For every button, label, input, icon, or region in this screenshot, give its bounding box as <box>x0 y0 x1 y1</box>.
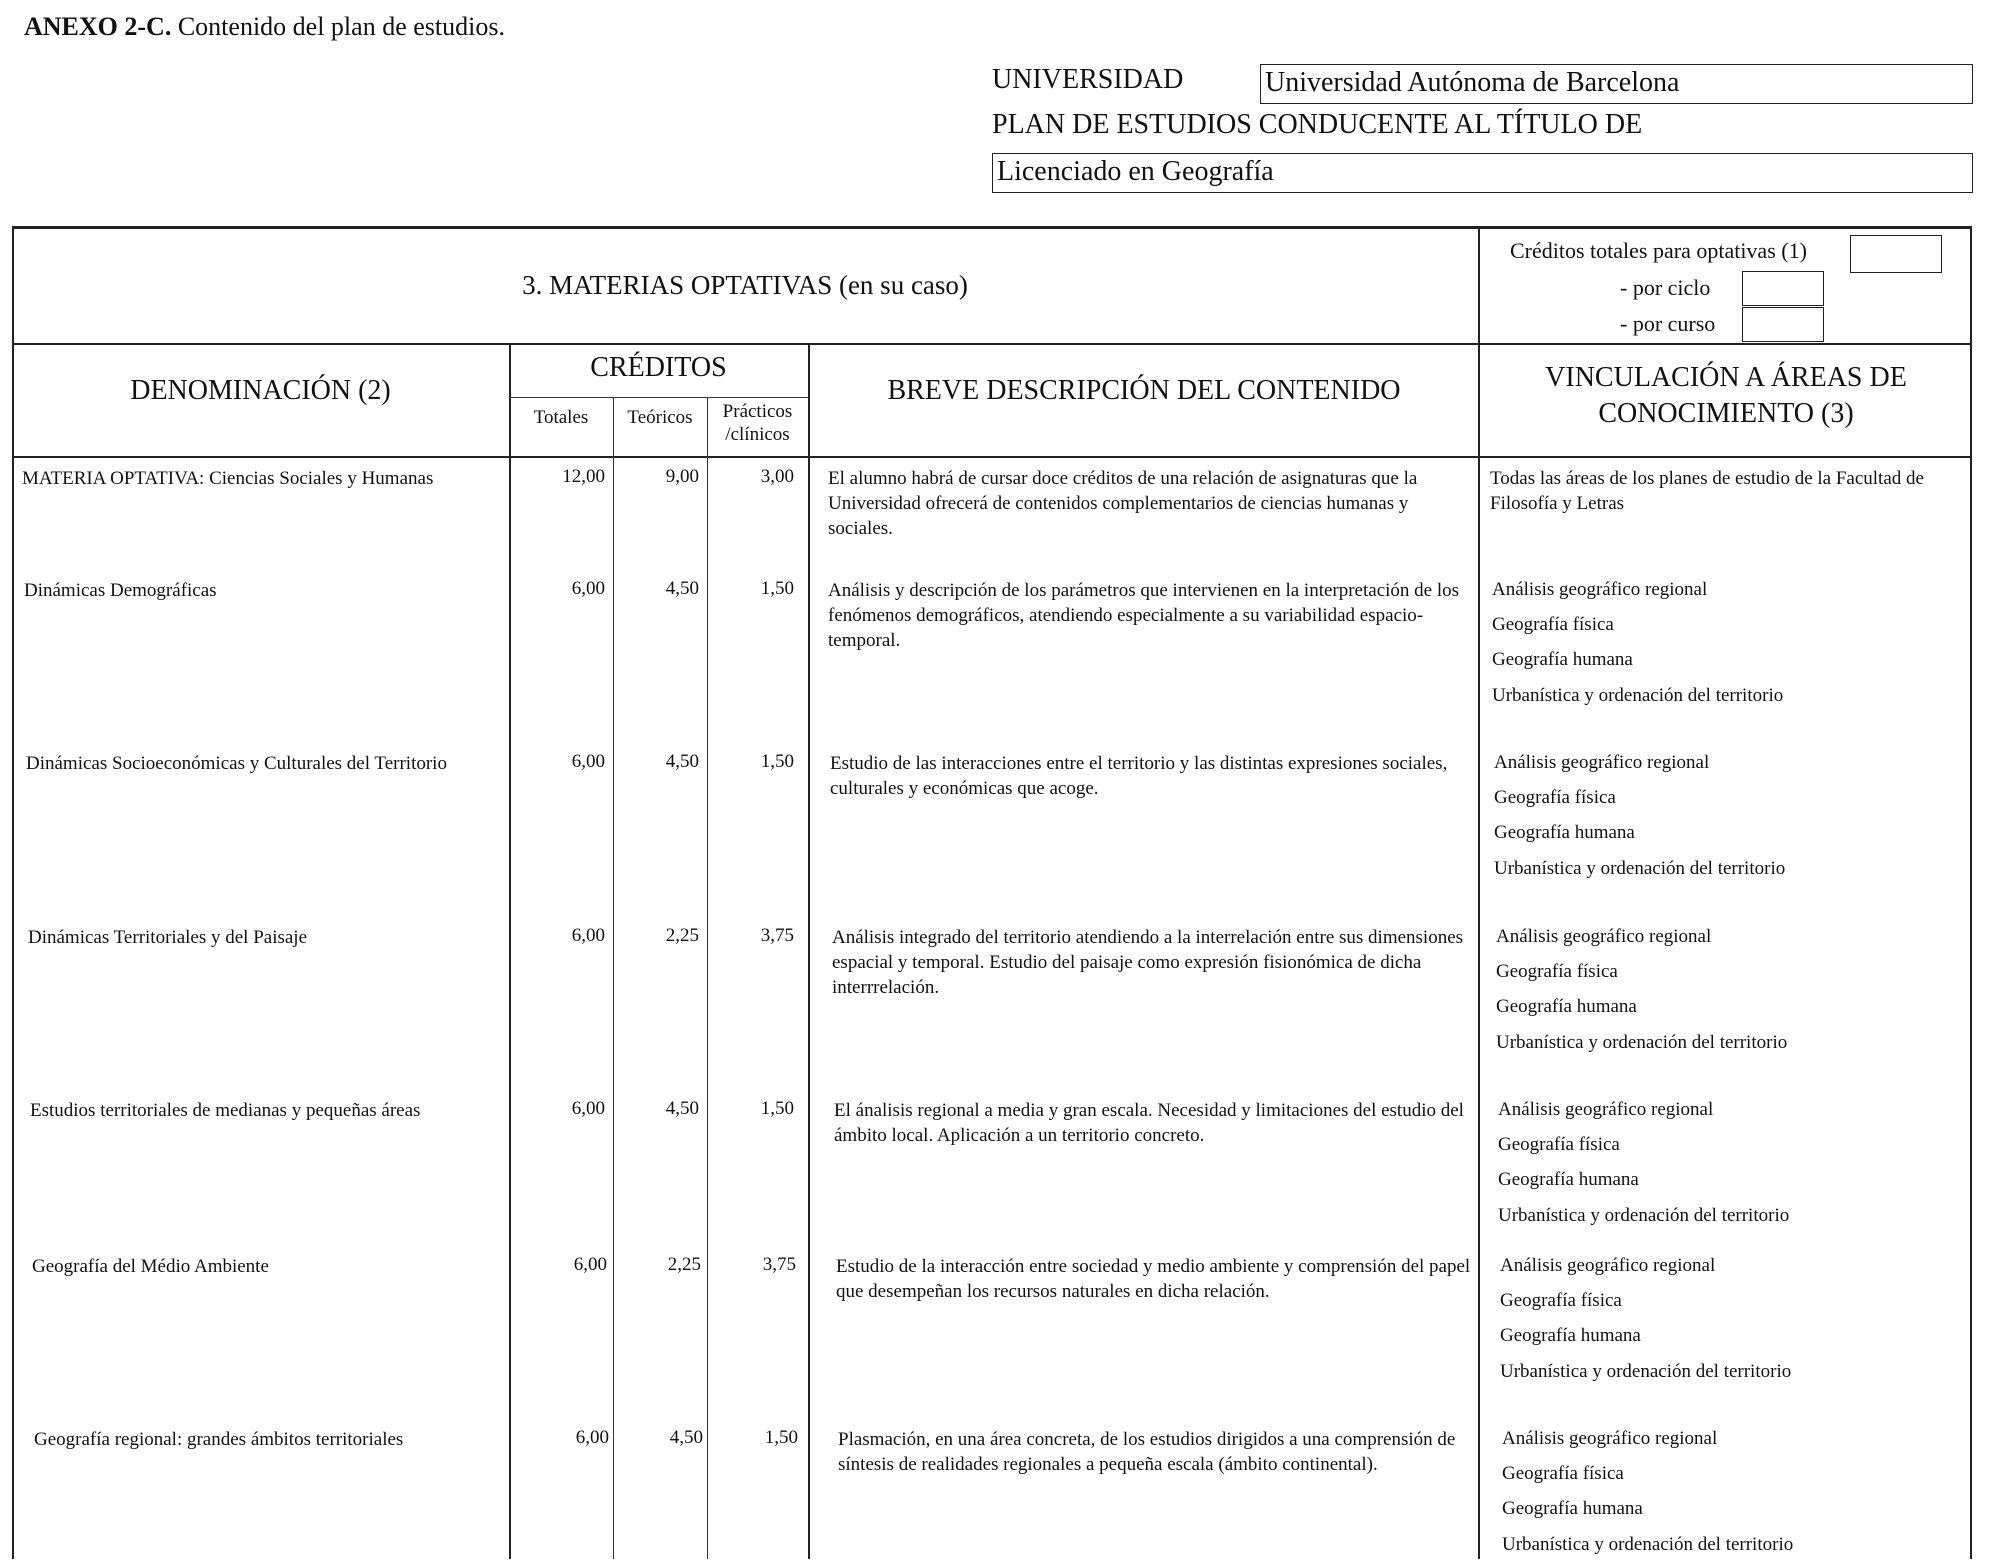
plan-label: PLAN DE ESTUDIOS CONDUCENTE AL TÍTULO DE <box>992 109 1643 140</box>
row-practicos: 1,50 <box>760 1098 794 1119</box>
row-practicos: 3,75 <box>760 925 794 946</box>
row-totales: 6,00 <box>571 578 605 599</box>
row-name: Dinámicas Socioeconómicas y Culturales del Territorio <box>26 753 447 774</box>
row-practicos: 1,50 <box>760 751 794 772</box>
row-name: Geografía del Médio Ambiente <box>32 1256 269 1277</box>
row-teoricos: 9,00 <box>665 466 699 487</box>
col-practicos <box>707 400 808 446</box>
row-description: Estudio de la interacción entre sociedad y medio ambiente y comprensión del papel que desempeñan los recursos naturales en dicha relación. <box>836 1256 1471 1302</box>
row-description: Análisis integrado del territorio atendiendo a la interrelación entre sus dimensiones espacial y temporal. Estudio del paisaje como expresión fisionómica de dicha interrrelación. <box>832 927 1464 998</box>
per-cycle-label: - por ciclo <box>1620 275 1711 300</box>
row-totales: 6,00 <box>573 1254 607 1275</box>
degree-field: Licenciado en Geografía <box>992 153 1973 193</box>
row-name: Dinámicas Territoriales y del Paisaje <box>28 927 308 948</box>
row-area: Geografía física <box>1496 961 1618 982</box>
credits-total-box <box>1850 235 1942 273</box>
row-name: Estudios territoriales de medianas y pequeñas áreas <box>30 1100 421 1121</box>
col-denominacion: DENOMINACIÓN (2) <box>130 375 391 406</box>
row-totales: 6,00 <box>571 751 605 772</box>
row-area: Geografía física <box>1502 1463 1624 1484</box>
col-vinculacion <box>1480 360 1972 432</box>
row-area: Geografía humana <box>1494 822 1635 843</box>
col-vinculacion-line2: CONOCIMIENTO (3) <box>1598 398 1854 429</box>
row-area: Análisis geográfico regional <box>1500 1255 1716 1276</box>
row-area: Urbanística y ordenación del territorio <box>1496 1032 1788 1053</box>
row-area: Geografía humana <box>1496 996 1637 1017</box>
row-area: Urbanística y ordenación del territorio <box>1498 1205 1790 1226</box>
col-vinculacion-line1: VINCULACIÓN A ÁREAS DE <box>1545 362 1907 393</box>
row-teoricos: 2,25 <box>665 925 699 946</box>
row-description: El alumno habrá de cursar doce créditos de una relación de asignaturas que la Universidad ofrecerá de contenidos complementarios de ciencias humanas y sociales. <box>828 468 1418 539</box>
row-name: Geografía regional: grandes ámbitos territoriales <box>34 1429 404 1450</box>
row-area: Geografía humana <box>1500 1325 1641 1346</box>
section-title: 3. MATERIAS OPTATIVAS (en su caso) <box>522 270 968 300</box>
row-teoricos: 4,50 <box>669 1427 703 1448</box>
annex-subtitle: Contenido del plan de estudios. <box>177 12 505 41</box>
row-teoricos: 4,50 <box>665 751 699 772</box>
row-totales: 6,00 <box>575 1427 609 1448</box>
per-cycle-box <box>1742 271 1824 306</box>
row-area: Urbanística y ordenación del territorio <box>1502 1534 1794 1555</box>
row-teoricos: 4,50 <box>665 1098 699 1119</box>
row-totales: 6,00 <box>571 1098 605 1119</box>
university-label: UNIVERSIDAD <box>992 64 1184 95</box>
row-area: Análisis geográfico regional <box>1498 1099 1714 1120</box>
row-area: Geografía humana <box>1498 1169 1639 1190</box>
row-name: MATERIA OPTATIVA: Ciencias Sociales y Humanas <box>22 468 434 489</box>
row-teoricos: 4,50 <box>665 578 699 599</box>
row-area: Geografía humana <box>1492 649 1633 670</box>
per-course-box <box>1742 307 1824 342</box>
col-descripcion: BREVE DESCRIPCIÓN DEL CONTENIDO <box>887 375 1401 406</box>
row-practicos: 3,75 <box>762 1254 796 1275</box>
row-description: Estudio de las interacciones entre el territorio y las distintas expresiones sociales, culturales y económicas que acoge. <box>830 753 1448 799</box>
row-description: Análisis y descripción de los parámetros que intervienen en la interpretación de los fenómenos demográficos, atendiendo especialmente a su variabilidad espacio-temporal. <box>828 580 1460 651</box>
row-area: Urbanística y ordenación del territorio <box>1500 1361 1792 1382</box>
col-totales: Totales <box>533 407 589 428</box>
row-area: Análisis geográfico regional <box>1502 1428 1718 1449</box>
per-course-label: - por curso <box>1620 311 1716 336</box>
annex-title <box>24 12 505 42</box>
annex-number: ANEXO 2-C. <box>24 12 172 41</box>
row-area: Geografía física <box>1498 1134 1620 1155</box>
row-practicos: 3,00 <box>760 466 794 487</box>
row-area: Análisis geográfico regional <box>1494 752 1710 773</box>
row-totales: 6,00 <box>571 925 605 946</box>
row-practicos: 1,50 <box>760 578 794 599</box>
col-practicos-line2: /clínicos <box>725 424 790 445</box>
row-area: Análisis geográfico regional <box>1496 926 1712 947</box>
row-practicos: 1,50 <box>764 1427 798 1448</box>
university-field: Universidad Autónoma de Barcelona <box>1260 64 1973 104</box>
row-area: Todas las áreas de los planes de estudio de la Facultad de Filosofía y Letras <box>1490 468 1924 514</box>
col-teoricos: Teóricos <box>627 407 693 428</box>
row-area: Análisis geográfico regional <box>1492 579 1708 600</box>
row-totales: 12,00 <box>562 466 605 487</box>
row-area: Urbanística y ordenación del territorio <box>1492 685 1784 706</box>
credits-total-label: Créditos totales para optativas (1) <box>1510 238 1807 263</box>
col-creditos: CRÉDITOS <box>590 352 727 383</box>
row-area: Geografía física <box>1494 787 1616 808</box>
col-practicos-line1: Prácticos <box>722 401 793 422</box>
row-area: Geografía física <box>1500 1290 1622 1311</box>
row-area: Urbanística y ordenación del territorio <box>1494 858 1786 879</box>
row-area: Geografía humana <box>1502 1498 1643 1519</box>
row-description: Plasmación, en una área concreta, de los estudios dirigidos a una comprensión de síntesis de realidades regionales a pequeña escala (ámbito continental). <box>838 1429 1456 1475</box>
row-name: Dinámicas Demográficas <box>24 580 217 601</box>
row-description: El ánalisis regional a media y gran escala. Necesidad y limitaciones del estudio del ámbito local. Aplicación a un territorio concreto. <box>834 1100 1464 1146</box>
row-area: Geografía física <box>1492 614 1614 635</box>
row-teoricos: 2,25 <box>667 1254 701 1275</box>
